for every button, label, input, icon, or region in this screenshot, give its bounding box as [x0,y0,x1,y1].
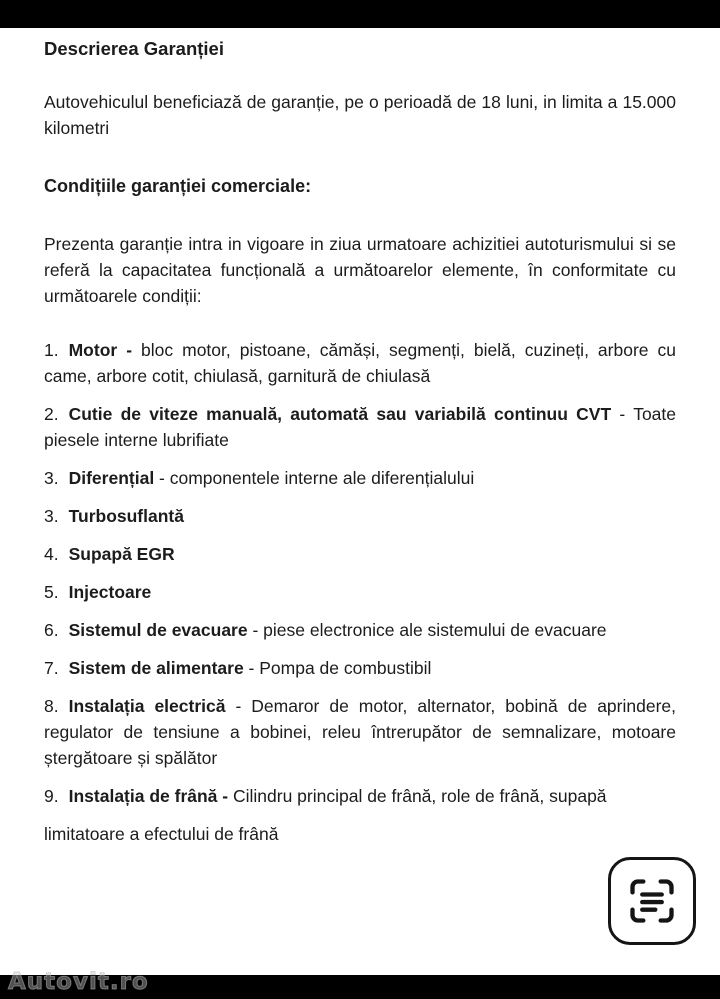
item-number: 3. [44,468,59,488]
item-term: Turbosuflantă [68,506,184,526]
list-item [44,693,676,771]
item-description: - componentele interne ale diferențialului [154,468,475,488]
item-term: Sistem de alimentare [68,658,244,678]
conditions-heading: Condițiile garanției comerciale: [44,176,312,196]
conditions-intro-paragraph: Prezenta garanție intra in vigoare in ziua urmatoare achizitiei autoturismului si se referă la capacitatea funcțională a următoarelor elemente, în conformitate cu următoarele condiții: [44,234,676,306]
list-item [44,337,676,389]
item-description: - Toate piesele interne lubrifiate [44,404,677,450]
item-number: 2. [44,404,59,424]
item-number: 7. [44,658,59,678]
item-description: bloc motor, pistoane, cămăși, segmenți, bielă, cuzineți, arbore cu came, arbore cotit, chiulasă, garnitură de chiulasă [44,340,676,386]
item-term: Motor - [68,340,133,360]
list-item [44,783,676,809]
item-term: Instalația de frână - [68,786,229,806]
item-description: - Pompa de combustibil [243,658,432,678]
list-item [44,579,676,605]
document-scan-icon [626,875,678,927]
item-term: Injectoare [68,582,152,602]
item-description: Cilindru principal de frână, role de frână, supapă [228,786,607,806]
item-number: 3. [44,506,59,526]
item-term: Supapă EGR [68,544,175,564]
item-number: 4. [44,544,59,564]
item-term: Instalația electrică [68,696,226,716]
item-term: Cutie de viteze manuală, automată sau variabilă continuu CVT [68,404,612,424]
item-description: - Demaror de motor, alternator, bobină de aprindere, regulator de tensiune a bobinei, releu întrerupător de semnalizare, motoare ștergătoare și spălător [44,696,676,768]
list-item [44,655,676,681]
item-number: 8. [44,696,59,716]
list-item [44,465,676,491]
item-number: 9. [44,786,59,806]
item-number: 5. [44,582,59,602]
warranty-intro-paragraph: Autovehiculul beneficiază de garanție, pe o perioadă de 18 luni, in limita a 15.000 kilometri [44,92,676,138]
list-item [44,541,676,567]
item-description: - piese electronice ale sistemului de evacuare [247,620,607,640]
list-item [44,401,676,453]
item-term: Diferențial [68,468,155,488]
page-title: Descrierea Garanției [44,38,224,59]
list-item [44,503,676,529]
closing-line: limitatoare a efectului de frână [44,824,279,844]
list-item [44,617,676,643]
scan-button[interactable] [608,857,696,945]
watermark: Autovit.ro [8,969,149,995]
item-term: Sistemul de evacuare [68,620,248,640]
warranty-document [0,28,720,975]
top-letterbox-bar [0,0,720,28]
item-number: 6. [44,620,59,640]
item-number: 1. [44,340,59,360]
